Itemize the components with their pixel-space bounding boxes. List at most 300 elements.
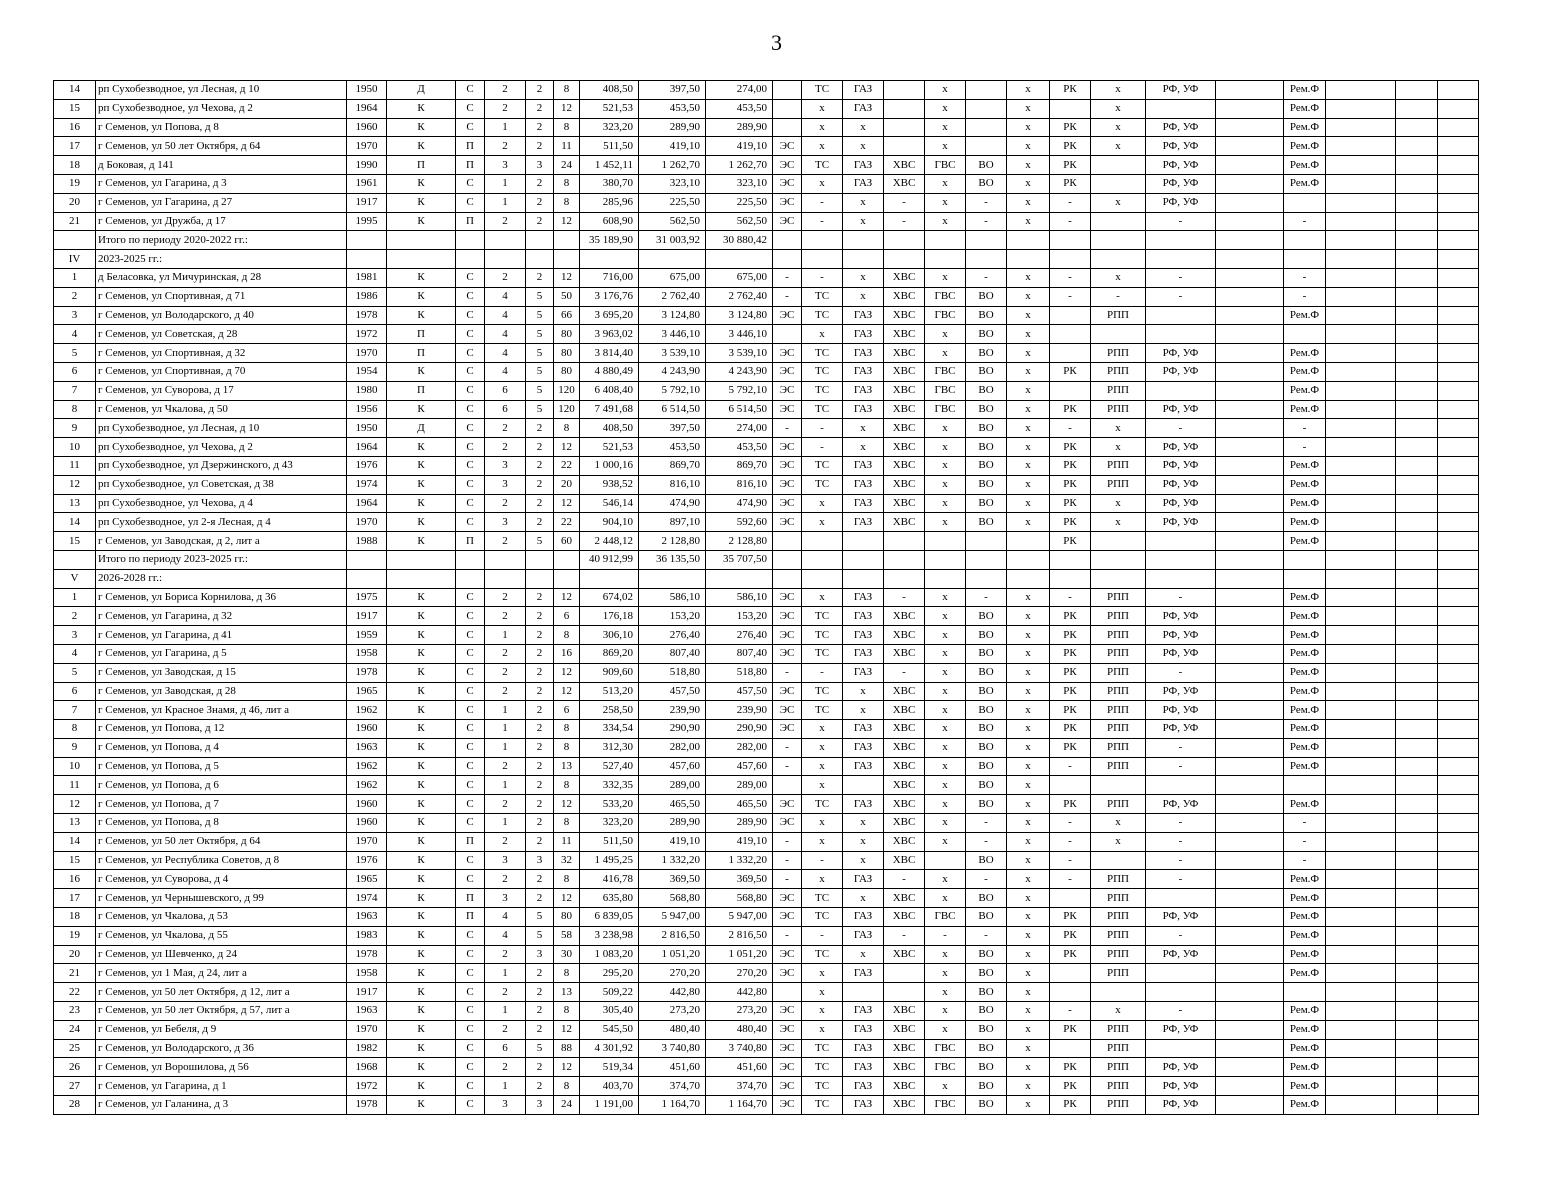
table-cell	[1216, 362, 1284, 381]
table-cell: 35 189,90	[580, 231, 639, 250]
table-cell: 457,50	[639, 682, 706, 701]
table-cell: г Семенов, ул Заводская, д 2, лит а	[96, 532, 347, 551]
table-cell: ТС	[802, 945, 843, 964]
table-cell: К	[387, 607, 456, 626]
table-cell	[1396, 268, 1438, 287]
table-cell: ТС	[802, 626, 843, 645]
table-cell: г Семенов, ул Попова, д 6	[96, 776, 347, 795]
table-cell: 16	[554, 644, 580, 663]
table-cell	[1146, 250, 1216, 269]
table-cell: 675,00	[639, 268, 706, 287]
table-cell: х	[925, 325, 966, 344]
table-cell: 1978	[347, 663, 387, 682]
table-cell: ГАЗ	[843, 325, 884, 344]
table-cell: -	[1091, 287, 1146, 306]
table-cell	[1216, 682, 1284, 701]
table-cell	[1326, 494, 1396, 513]
table-cell: х	[1007, 626, 1050, 645]
table-cell: РПП	[1091, 607, 1146, 626]
table-cell: ХВС	[884, 795, 925, 814]
table-cell: ЭС	[773, 494, 802, 513]
table-cell	[347, 231, 387, 250]
table-cell	[1438, 1058, 1479, 1077]
table-cell: х	[925, 814, 966, 833]
table-cell: 2	[485, 983, 526, 1002]
table-cell	[1438, 325, 1479, 344]
table-cell: х	[1091, 118, 1146, 137]
table-cell: 1	[485, 1077, 526, 1096]
table-cell: К	[387, 663, 456, 682]
table-cell: 120	[554, 400, 580, 419]
table-cell: 24	[54, 1020, 96, 1039]
table-cell: 2	[485, 870, 526, 889]
table-cell: 12	[554, 99, 580, 118]
table-cell: 1	[485, 626, 526, 645]
table-cell: ВО	[966, 1002, 1007, 1021]
table-cell: 2023-2025 гг.:	[96, 250, 347, 269]
table-cell	[1216, 419, 1284, 438]
table-row	[54, 1096, 1479, 1115]
table-cell	[1438, 626, 1479, 645]
table-cell: П	[387, 325, 456, 344]
table-cell: х	[1091, 494, 1146, 513]
table-cell: ГАЗ	[843, 400, 884, 419]
table-cell	[1146, 325, 1216, 344]
table-cell: х	[843, 118, 884, 137]
table-cell	[1438, 851, 1479, 870]
table-cell: 1 164,70	[706, 1096, 773, 1115]
table-cell: 5	[526, 362, 554, 381]
table-cell: С	[456, 419, 485, 438]
table-cell: П	[456, 532, 485, 551]
table-cell: 465,50	[706, 795, 773, 814]
table-cell: х	[802, 174, 843, 193]
table-cell: 14	[54, 81, 96, 100]
table-cell: 16	[54, 870, 96, 889]
table-cell: РФ, УФ	[1146, 682, 1216, 701]
table-cell: К	[387, 212, 456, 231]
table-cell: х	[1091, 814, 1146, 833]
table-cell: -	[1050, 212, 1091, 231]
table-cell: 20	[54, 193, 96, 212]
table-cell: 2	[526, 682, 554, 701]
table-cell: 480,40	[706, 1020, 773, 1039]
table-cell	[1216, 99, 1284, 118]
table-cell	[1396, 889, 1438, 908]
table-cell	[1438, 344, 1479, 363]
table-cell: ХВС	[884, 720, 925, 739]
table-cell: г Семенов, ул 50 лет Октября, д 64	[96, 137, 347, 156]
table-cell	[925, 550, 966, 569]
table-cell: 80	[554, 325, 580, 344]
table-cell: рп Сухобезводное, ул 2-я Лесная, д 4	[96, 513, 347, 532]
table-cell	[1091, 851, 1146, 870]
table-cell: ВО	[966, 156, 1007, 175]
table-cell: 1976	[347, 851, 387, 870]
table-cell: -	[1050, 814, 1091, 833]
table-cell	[1216, 1002, 1284, 1021]
table-cell: 6	[54, 682, 96, 701]
table-cell: К	[387, 795, 456, 814]
table-cell	[1326, 99, 1396, 118]
table-row	[54, 889, 1479, 908]
table-cell: 270,20	[706, 964, 773, 983]
table-cell: 3 695,20	[580, 306, 639, 325]
table-cell: К	[387, 644, 456, 663]
table-cell: К	[387, 983, 456, 1002]
table-cell: х	[1007, 494, 1050, 513]
table-cell: 2	[526, 137, 554, 156]
table-cell: х	[843, 419, 884, 438]
table-cell: ХВС	[884, 381, 925, 400]
table-cell: 1 495,25	[580, 851, 639, 870]
table-cell: К	[387, 1002, 456, 1021]
table-cell: 1 332,20	[639, 851, 706, 870]
table-row	[54, 81, 1479, 100]
table-cell: 323,10	[706, 174, 773, 193]
table-cell: 2	[485, 832, 526, 851]
table-cell: х	[802, 776, 843, 795]
table-cell: -	[1050, 757, 1091, 776]
table-cell: 2	[485, 757, 526, 776]
table-cell	[1438, 776, 1479, 795]
table-cell: 8	[54, 400, 96, 419]
table-cell: 11	[54, 776, 96, 795]
table-cell: х	[802, 757, 843, 776]
table-cell: 1	[485, 738, 526, 757]
table-cell: 1 452,11	[580, 156, 639, 175]
table-row	[54, 720, 1479, 739]
table-cell: 2	[526, 626, 554, 645]
table-cell	[773, 550, 802, 569]
table-cell	[1216, 1039, 1284, 1058]
table-row	[54, 381, 1479, 400]
table-cell	[1216, 964, 1284, 983]
table-cell	[1216, 494, 1284, 513]
table-cell	[1396, 550, 1438, 569]
table-cell	[773, 81, 802, 100]
table-cell	[580, 250, 639, 269]
table-cell: 22	[554, 456, 580, 475]
table-cell: г Семенов, ул Галанина, д 3	[96, 1096, 347, 1115]
table-cell: д Боковая, д 141	[96, 156, 347, 175]
table-cell: 120	[554, 381, 580, 400]
table-cell: ГАЗ	[843, 964, 884, 983]
table-cell	[554, 569, 580, 588]
table-cell	[1326, 287, 1396, 306]
table-cell: РПП	[1091, 644, 1146, 663]
table-cell: С	[456, 926, 485, 945]
table-cell	[966, 118, 1007, 137]
table-cell: 176,18	[580, 607, 639, 626]
table-cell: 545,50	[580, 1020, 639, 1039]
table-cell: 1983	[347, 926, 387, 945]
table-cell	[1396, 870, 1438, 889]
table-row	[54, 306, 1479, 325]
table-cell: ГАЗ	[843, 1002, 884, 1021]
table-cell: х	[1007, 851, 1050, 870]
table-cell	[1007, 532, 1050, 551]
table-cell: 6	[54, 362, 96, 381]
table-cell: 2	[526, 832, 554, 851]
table-cell: -	[884, 588, 925, 607]
table-cell	[1050, 381, 1091, 400]
table-cell: РК	[1050, 945, 1091, 964]
table-cell	[1438, 945, 1479, 964]
table-cell: ВО	[966, 983, 1007, 1002]
table-cell: РПП	[1091, 362, 1146, 381]
table-cell: Рем.Ф	[1284, 607, 1326, 626]
table-cell: г Семенов, ул Попова, д 12	[96, 720, 347, 739]
table-cell	[884, 137, 925, 156]
table-cell	[1326, 926, 1396, 945]
table-cell: х	[1007, 757, 1050, 776]
table-cell: РПП	[1091, 1077, 1146, 1096]
table-cell: ХВС	[884, 1096, 925, 1115]
table-cell: 3 446,10	[639, 325, 706, 344]
table-cell: К	[387, 118, 456, 137]
table-cell: х	[925, 81, 966, 100]
table-cell: С	[456, 588, 485, 607]
table-cell	[347, 569, 387, 588]
table-cell: 8	[554, 776, 580, 795]
table-cell: х	[1007, 344, 1050, 363]
table-cell: г Семенов, ул Дружба, д 17	[96, 212, 347, 231]
table-cell: РПП	[1091, 1020, 1146, 1039]
table-cell	[773, 325, 802, 344]
table-cell: 419,10	[639, 832, 706, 851]
table-cell: Итого по периоду 2020-2022 гг.:	[96, 231, 347, 250]
table-cell: К	[387, 400, 456, 419]
table-cell: х	[843, 682, 884, 701]
table-cell: 2	[526, 795, 554, 814]
table-cell: ГАЗ	[843, 81, 884, 100]
table-cell: -	[1050, 832, 1091, 851]
table-cell: 465,50	[639, 795, 706, 814]
table-cell: Рем.Ф	[1284, 137, 1326, 156]
table-cell	[1216, 174, 1284, 193]
table-cell	[1216, 156, 1284, 175]
table-cell: 5	[526, 306, 554, 325]
table-cell: Рем.Ф	[1284, 720, 1326, 739]
table-cell: ТС	[802, 1077, 843, 1096]
table-cell: 1986	[347, 287, 387, 306]
table-cell: х	[1007, 1058, 1050, 1077]
table-cell: ЭС	[773, 156, 802, 175]
table-cell	[1396, 456, 1438, 475]
table-cell	[1396, 983, 1438, 1002]
table-cell	[1438, 456, 1479, 475]
table-row	[54, 400, 1479, 419]
table-cell: ГАЗ	[843, 99, 884, 118]
table-cell: ВО	[966, 456, 1007, 475]
table-cell: 562,50	[639, 212, 706, 231]
table-cell: -	[773, 832, 802, 851]
table-cell	[925, 231, 966, 250]
table-cell	[1438, 550, 1479, 569]
table-cell: К	[387, 720, 456, 739]
table-cell	[1396, 381, 1438, 400]
table-cell: х	[1007, 400, 1050, 419]
table-cell: 2	[526, 494, 554, 513]
table-cell: 1	[485, 776, 526, 795]
table-row	[54, 569, 1479, 588]
table-cell	[1438, 607, 1479, 626]
table-cell: Рем.Ф	[1284, 118, 1326, 137]
table-cell	[1438, 983, 1479, 1002]
table-cell: 1964	[347, 494, 387, 513]
table-cell: ВО	[966, 513, 1007, 532]
table-cell: 1965	[347, 870, 387, 889]
table-cell	[1396, 908, 1438, 927]
table-cell: ХВС	[884, 494, 925, 513]
table-cell	[1396, 607, 1438, 626]
table-cell: 1	[54, 588, 96, 607]
table-cell: ГВС	[925, 908, 966, 927]
table-cell: 1981	[347, 268, 387, 287]
table-cell: х	[1007, 870, 1050, 889]
table-cell: -	[966, 832, 1007, 851]
table-cell: х	[925, 720, 966, 739]
table-cell	[1216, 475, 1284, 494]
table-cell	[1146, 889, 1216, 908]
table-cell: 1	[485, 964, 526, 983]
table-cell: РК	[1050, 738, 1091, 757]
table-cell: С	[456, 99, 485, 118]
table-cell: РФ, УФ	[1146, 644, 1216, 663]
table-cell: 12	[554, 494, 580, 513]
table-cell	[1396, 701, 1438, 720]
table-cell: Рем.Ф	[1284, 362, 1326, 381]
table-row	[54, 964, 1479, 983]
table-cell	[1326, 701, 1396, 720]
table-cell	[966, 550, 1007, 569]
table-cell: ХВС	[884, 889, 925, 908]
table-cell	[554, 550, 580, 569]
table-cell: ВО	[966, 738, 1007, 757]
table-row	[54, 1058, 1479, 1077]
table-cell	[1396, 118, 1438, 137]
table-cell: 511,50	[580, 832, 639, 851]
table-cell: рп Сухобезводное, ул Чехова, д 4	[96, 494, 347, 513]
table-cell: 289,90	[639, 814, 706, 833]
table-cell: 4	[485, 325, 526, 344]
table-cell: -	[884, 870, 925, 889]
table-cell: РК	[1050, 626, 1091, 645]
table-cell: 5 947,00	[706, 908, 773, 927]
table-cell: 35 707,50	[706, 550, 773, 569]
table-cell: х	[1091, 419, 1146, 438]
table-cell: К	[387, 1058, 456, 1077]
table-cell	[54, 550, 96, 569]
table-cell: 19	[54, 926, 96, 945]
table-cell: РФ, УФ	[1146, 1020, 1216, 1039]
table-cell: 3 963,02	[580, 325, 639, 344]
table-cell: 3	[485, 889, 526, 908]
table-cell	[1007, 550, 1050, 569]
table-cell: -	[773, 287, 802, 306]
table-cell: 5	[526, 1039, 554, 1058]
table-cell: х	[802, 738, 843, 757]
table-cell: г Семенов, ул Гагарина, д 3	[96, 174, 347, 193]
table-cell: г Семенов, ул Гагарина, д 27	[96, 193, 347, 212]
table-cell: ВО	[966, 682, 1007, 701]
table-cell	[1438, 494, 1479, 513]
table-cell	[1396, 569, 1438, 588]
table-cell: ВО	[966, 362, 1007, 381]
table-cell	[1146, 231, 1216, 250]
table-cell: х	[843, 287, 884, 306]
table-cell	[773, 532, 802, 551]
table-cell: 4	[485, 287, 526, 306]
table-cell: ХВС	[884, 814, 925, 833]
table-cell: 2 762,40	[639, 287, 706, 306]
table-cell: 1 051,20	[639, 945, 706, 964]
table-cell: Рем.Ф	[1284, 964, 1326, 983]
table-cell: П	[456, 137, 485, 156]
table-cell: 1 262,70	[639, 156, 706, 175]
table-cell	[1284, 193, 1326, 212]
table-cell	[1146, 776, 1216, 795]
table-cell: х	[925, 494, 966, 513]
table-cell	[1396, 475, 1438, 494]
table-cell: 2	[526, 475, 554, 494]
table-cell: 1	[54, 268, 96, 287]
table-cell: К	[387, 738, 456, 757]
table-cell: г Семенов, ул Суворова, д 4	[96, 870, 347, 889]
table-cell	[1216, 1077, 1284, 1096]
table-cell	[1091, 156, 1146, 175]
table-cell: х	[1007, 306, 1050, 325]
table-cell: -	[773, 757, 802, 776]
table-cell: г Семенов, ул Спортивная, д 71	[96, 287, 347, 306]
table-cell: 453,50	[639, 438, 706, 457]
table-cell: 6	[485, 400, 526, 419]
table-cell: 2 816,50	[706, 926, 773, 945]
table-cell: 1970	[347, 832, 387, 851]
table-cell	[1396, 832, 1438, 851]
table-cell: ХВС	[884, 325, 925, 344]
table-cell: х	[1007, 268, 1050, 287]
table-cell: 4	[485, 362, 526, 381]
table-cell: ГАЗ	[843, 174, 884, 193]
table-cell: С	[456, 964, 485, 983]
table-cell: 453,50	[706, 99, 773, 118]
table-cell: г Семенов, ул Гагарина, д 41	[96, 626, 347, 645]
table-cell: 416,78	[580, 870, 639, 889]
table-cell: 239,90	[639, 701, 706, 720]
table-cell	[966, 137, 1007, 156]
table-cell: ВО	[966, 1058, 1007, 1077]
table-cell: 3 124,80	[706, 306, 773, 325]
table-cell: РК	[1050, 682, 1091, 701]
table-cell: 334,54	[580, 720, 639, 739]
table-cell	[773, 983, 802, 1002]
table-cell: 2	[485, 99, 526, 118]
table-cell	[1326, 344, 1396, 363]
table-cell	[884, 964, 925, 983]
table-cell: 88	[554, 1039, 580, 1058]
table-cell: 2	[526, 738, 554, 757]
table-row	[54, 626, 1479, 645]
table-cell	[1091, 569, 1146, 588]
table-cell: К	[387, 438, 456, 457]
table-cell: ТС	[802, 456, 843, 475]
table-cell: ХВС	[884, 945, 925, 964]
table-cell: х	[843, 137, 884, 156]
table-cell	[1216, 532, 1284, 551]
table-cell: П	[387, 381, 456, 400]
